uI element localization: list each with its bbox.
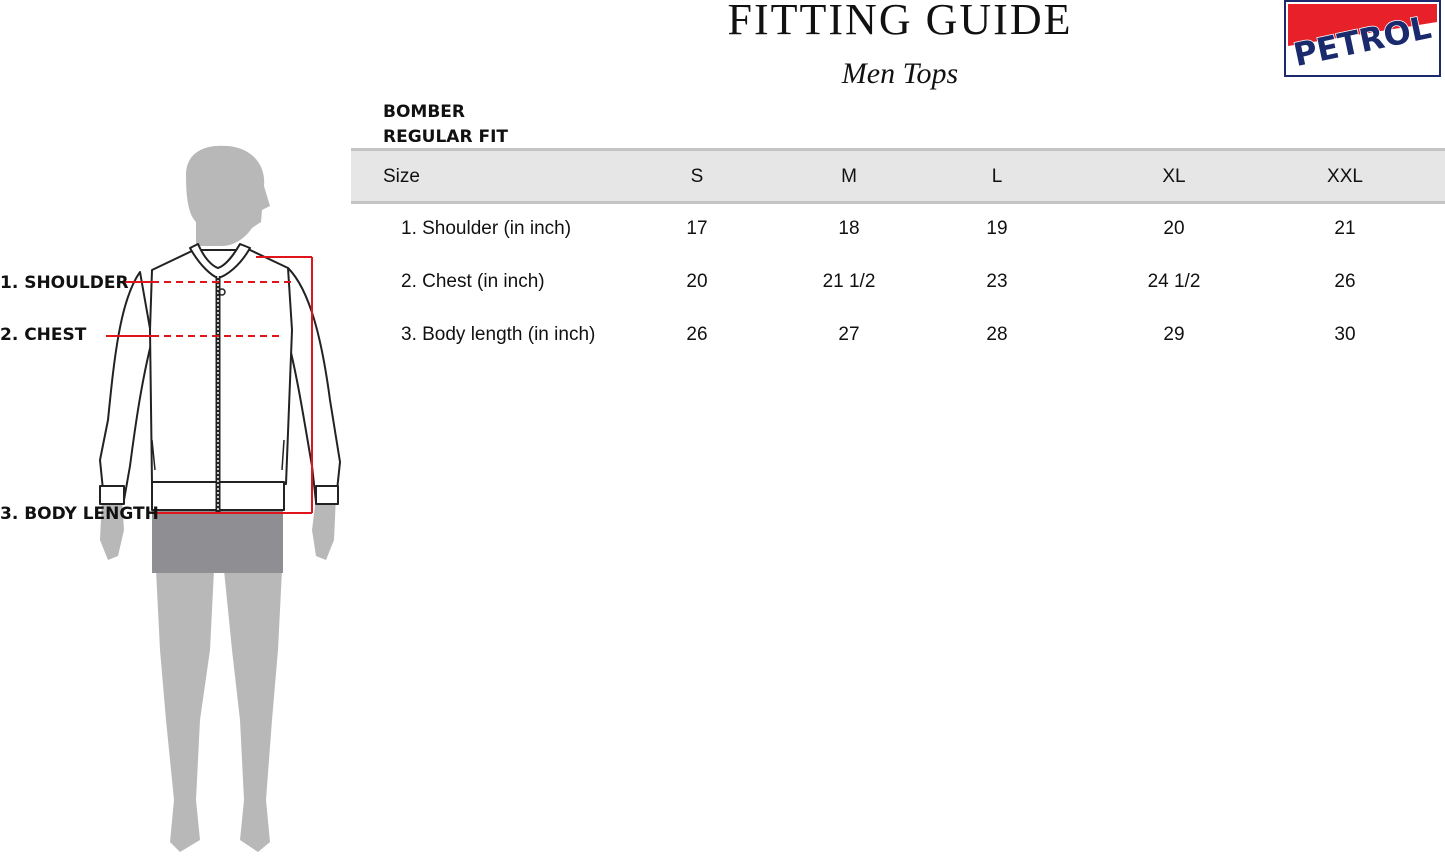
table-cell: 30	[1334, 324, 1356, 345]
size-table	[351, 148, 1445, 377]
table-cell: 26	[1334, 271, 1356, 292]
petrol-logo	[1284, 0, 1441, 77]
model-figure	[0, 140, 345, 858]
size-col-m: M	[841, 166, 857, 187]
product-fit: REGULAR FIT	[383, 127, 508, 147]
row-label: 2. Chest (in inch)	[401, 271, 545, 292]
size-col-xl: XL	[1162, 166, 1186, 187]
row-label: 3. Body length (in inch)	[401, 324, 596, 345]
svg-text:PETROL: PETROL	[1290, 7, 1435, 75]
table-cell: 21	[1334, 218, 1356, 239]
table-cell: 27	[838, 324, 860, 345]
table-header-row	[351, 148, 1445, 204]
model-legs	[156, 570, 282, 852]
table-row	[351, 218, 1445, 271]
model-shorts	[152, 510, 283, 573]
product-type: BOMBER	[383, 102, 465, 122]
page-subtitle: Men Tops	[841, 57, 959, 90]
table-cell: 26	[686, 324, 708, 345]
size-col-s: S	[690, 166, 704, 187]
table-cell: 28	[986, 324, 1008, 345]
table-cell: 17	[686, 218, 708, 239]
label-chest: 2. CHEST	[0, 325, 87, 345]
size-col-l: L	[991, 166, 1003, 187]
table-cell: 20	[1163, 218, 1185, 239]
table-cell: 23	[986, 271, 1008, 292]
table-cell: 18	[838, 218, 860, 239]
product-style	[383, 100, 508, 150]
table-cell: 20	[686, 271, 708, 292]
table-cell: 19	[986, 218, 1008, 239]
size-col-xxl: XXL	[1327, 166, 1363, 187]
model-head	[186, 146, 270, 246]
label-body-length: 3. BODY LENGTH	[0, 504, 159, 524]
table-cell: 21 1/2	[822, 271, 876, 292]
page-title: FITTING GUIDE	[727, 0, 1073, 44]
label-shoulder: 1. SHOULDER	[0, 273, 129, 293]
table-cell: 29	[1163, 324, 1185, 345]
row-label: 1. Shoulder (in inch)	[401, 218, 572, 239]
table-cell: 24 1/2	[1147, 271, 1201, 292]
table-row	[351, 324, 1445, 377]
table-row	[351, 271, 1445, 324]
size-header: Size	[383, 166, 420, 187]
